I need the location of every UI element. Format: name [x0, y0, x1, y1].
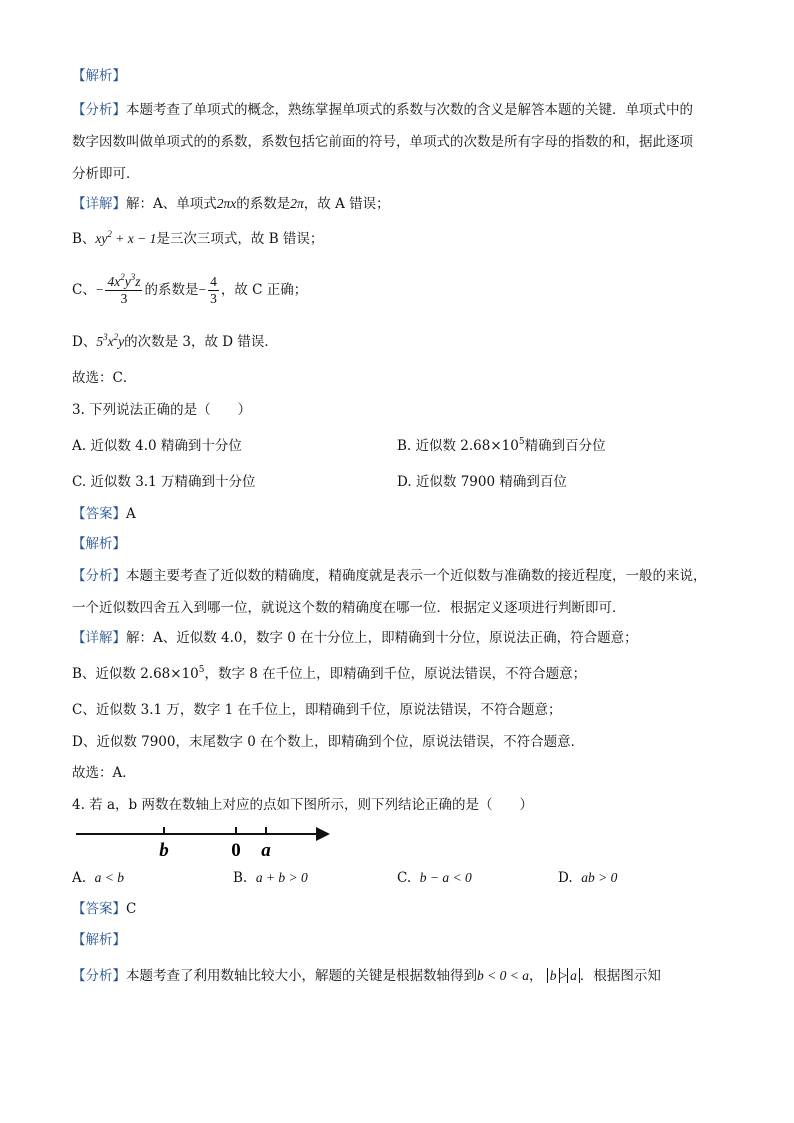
- analysis-1-line-1: 【分析】本题考查了单项式的概念，熟练掌握单项式的系数与次数的含义是解答本题的关键．单项式中的: [72, 102, 693, 118]
- q3-analysis-line-1: 【分析】本题主要考查了近似数的精确度，精确度就是表示一个近似数与准确数的接近程度，一般的来说，: [72, 568, 707, 584]
- q3-detail-b: B、近似数 $2.68\times 10^5$，数字 8 在千位上，即精确到千位，原说法错误，不符合题意；: [72, 665, 587, 682]
- detail-1-b: B、$xy^2 + x - 1$是三次三项式，故 B 错误；: [72, 229, 324, 247]
- q3-detail-d: D、近似数 7900，末尾数字 0 在个数上，即精确到个位，原说法错误，不符合题意．: [72, 734, 585, 750]
- q3-option-a: A. 近似数 4.0 精确到十分位: [72, 438, 242, 454]
- detail-1-a: 【详解】解：A、单项式2πx的系数是2π，故 A 错误；: [72, 196, 390, 212]
- label-a: a: [261, 840, 271, 861]
- fraction-coeff-value: $\frac{4}{3}$: [210, 274, 217, 306]
- detail-tag: 【详解】: [72, 196, 126, 212]
- jiexi-label-4: 【解析】: [72, 932, 126, 948]
- q4-option-d: D. ab > 0: [558, 870, 618, 886]
- fraction-coeff-expr: $\frac{4x^2y^3z}{3}$: [107, 272, 141, 306]
- q4-option-b: B. a + b > 0: [233, 870, 308, 886]
- expr-d: $5^3x^2y$: [96, 332, 125, 349]
- q4-option-c: C. b − a < 0: [397, 870, 472, 886]
- q3-analysis-line-2: 一个近似数四舍五入到哪一位，就说这个数的精确度在哪一位．根据定义逐项进行判断即可．: [72, 600, 626, 616]
- q3-option-d: D. 近似数 7900 精确到百位: [397, 474, 567, 490]
- jiexi-label-3: 【解析】: [72, 536, 126, 552]
- q4-answer: 【答案】C: [72, 901, 137, 917]
- q4-option-a: A. a < b: [72, 870, 125, 886]
- q3-stem: 3. 下列说法正确的是（ ）: [72, 402, 252, 418]
- number-line: [72, 822, 342, 864]
- q3-option-b: B. 近似数 $2.68\times 10^5$精确到百分位: [397, 437, 606, 454]
- abs-b: b: [547, 968, 560, 983]
- detail-1-c: C、− $\frac{4x^2y^3z}{3}$ 的系数是− $\frac{4}{3}$ ，故 C 正确；: [72, 272, 308, 306]
- label-zero: 0: [231, 840, 241, 861]
- label-b: b: [159, 840, 169, 861]
- q3-detail-c: C、近似数 3.1 万，数字 1 在千位上，即精确到千位，原说法错误，不符合题意；: [72, 702, 562, 718]
- analysis-1-line-3: 分析即可．: [72, 166, 140, 182]
- analysis-tag: 【分析】: [72, 102, 126, 118]
- q4-stem: 4. 若 a，b 两数在数轴上对应的点如下图所示，则下列结论正确的是（ ）: [72, 797, 533, 813]
- q3-option-c: C. 近似数 3.1 万精确到十分位: [72, 474, 256, 490]
- q3-detail-a: 【详解】解：A、近似数 4.0，数字 0 在十分位上，即精确到十分位，原说法正确，符合题意；: [72, 630, 638, 646]
- q4-analysis: 【分析】本题考查了利用数轴比较大小，解题的关键是根据数轴得到b < 0 < a， b > a ．根据图示知: [72, 968, 661, 984]
- choice-1: 故选：C．: [72, 370, 137, 386]
- detail-1-d: D、$5^3x^2y$的次数是 3，故 D 错误．: [72, 332, 278, 350]
- q3-answer: 【答案】A: [72, 506, 136, 522]
- jiexi-label-1: 【解析】: [72, 68, 126, 84]
- expr-b: $xy^2 + x - 1$: [95, 229, 157, 246]
- number-line-arrow: [316, 827, 330, 841]
- abs-a: a: [567, 968, 580, 983]
- analysis-1-line-2: 数字因数叫做单项式的的系数，系数包括它前面的符号，单项式的次数是所有字母的指数的和，据此逐项: [72, 134, 693, 150]
- q3-choice: 故选：A．: [72, 765, 136, 781]
